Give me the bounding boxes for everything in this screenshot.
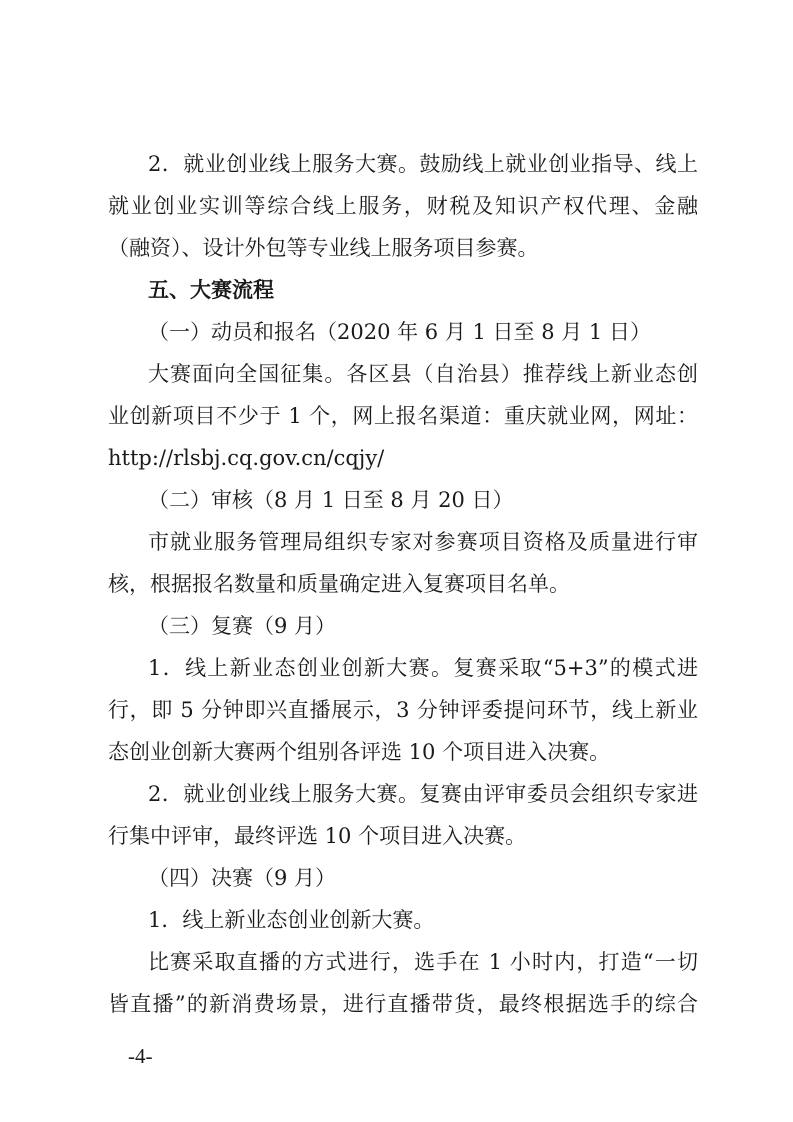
paragraph-line: 2．就业创业线上服务大赛。复赛由评审委员会组织专家进 — [148, 782, 698, 806]
paragraph-line: 1．线上新业态创业创新大赛。复赛采取“5+3”的模式进 — [148, 656, 698, 680]
paragraph-line: 市就业服务管理局组织专家对参赛项目资格及质量进行审 — [148, 530, 698, 554]
subsection-heading: （一）动员和报名（2020 年 6 月 1 日至 8 月 1 日） — [148, 320, 651, 344]
paragraph-line: 核，根据报名数量和质量确定进入复赛项目名单。 — [108, 572, 570, 596]
url-text: http://rlsbj.cq.gov.cn/cqjy/ — [108, 446, 385, 470]
paragraph-line: 态创业创新大赛两个组别各评选 10 个项目进入决赛。 — [108, 740, 611, 764]
paragraph-line: 1．线上新业态创业创新大赛。 — [148, 908, 435, 932]
paragraph-line: 比赛采取直播的方式进行，选手在 1 小时内，打造“一切 — [148, 950, 698, 974]
section-heading: 五、大赛流程 — [148, 278, 274, 302]
paragraph-line: 业创新项目不少于 1 个，网上报名渠道：重庆就业网，网址： — [108, 404, 698, 428]
paragraph-line: （融资）、设计外包等专业线上服务项目参赛。 — [108, 236, 539, 260]
paragraph-line: 就业创业实训等综合线上服务，财税及知识产权代理、金融 — [108, 194, 698, 218]
paragraph-line: 大赛面向全国征集。各区县（自治县）推荐线上新业态创 — [148, 362, 698, 386]
paragraph-line: 行，即 5 分钟即兴直播展示，3 分钟评委提问环节，线上新业 — [108, 698, 698, 722]
subsection-heading: （三）复赛（9 月） — [148, 614, 337, 638]
paragraph-line: 2．就业创业线上服务大赛。鼓励线上就业创业指导、线上 — [148, 152, 698, 176]
subsection-heading: （二）审核（8 月 1 日至 8 月 20 日） — [148, 488, 514, 512]
paragraph-line: 皆直播”的新消费场景，进行直播带货，最终根据选手的综合 — [108, 992, 698, 1016]
paragraph-line: 行集中评审，最终评选 10 个项目进入决赛。 — [108, 824, 527, 848]
subsection-heading: （四）决赛（9 月） — [148, 866, 337, 890]
page-number: -4- — [128, 1044, 153, 1068]
